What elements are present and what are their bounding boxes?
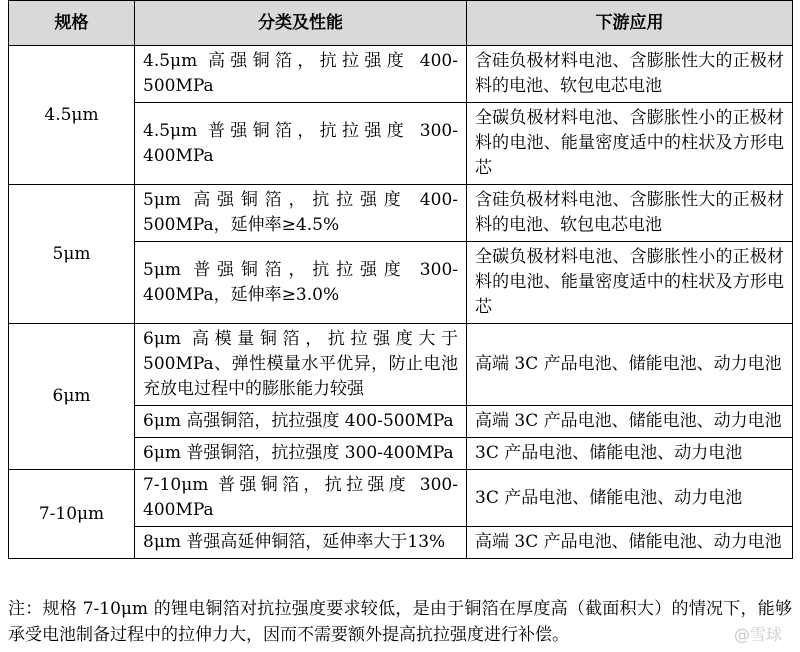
- category-cell: 7-10μm 普强铜箔，抗拉强度 300-400MPa: [135, 470, 467, 527]
- watermark: @雪球: [733, 625, 782, 644]
- spec-cell: 4.5μm: [9, 46, 135, 185]
- category-cell: 5μm 高强铜箔，抗拉强度 400-500MPa，延伸率≥4.5%: [135, 185, 467, 242]
- header-category-performance: 分类及性能: [135, 1, 467, 46]
- table-row: [9, 46, 793, 103]
- application-cell: 含硅负极材料电池、含膨胀性大的正极材料的电池、软包电芯电池: [467, 46, 793, 103]
- spec-table: [8, 0, 793, 559]
- application-cell: 高端 3C 产品电池、储能电池、动力电池: [467, 527, 793, 559]
- application-cell: 全碳负极材料电池、含膨胀性小的正极材料的电池、能量密度适中的柱状及方形电芯: [467, 103, 793, 185]
- category-cell: 4.5μm 普强铜箔，抗拉强度 300-400MPa: [135, 103, 467, 185]
- spec-cell: 7-10μm: [9, 470, 135, 559]
- table-footnote: 注：规格 7-10μm 的锂电铜箔对抗拉强度要求较低，是由于铜箔在厚度高（截面积大）的情况下，能够承受电池制备过程中的拉伸力大，因而不需要额外提高抗拉强度进行补偿。: [8, 599, 792, 645]
- application-cell: 全碳负极材料电池、含膨胀性小的正极材料的电池、能量密度适中的柱状及方形电芯: [467, 242, 793, 324]
- category-cell: 5μm 普强铜箔，抗拉强度 300-400MPa，延伸率≥3.0%: [135, 242, 467, 324]
- category-cell: 4.5μm 高强铜箔，抗拉强度 400-500MPa: [135, 46, 467, 103]
- application-cell: 含硅负极材料电池、含膨胀性大的正极材料的电池、软包电芯电池: [467, 185, 793, 242]
- table-row: [9, 324, 793, 406]
- application-cell: 3C 产品电池、储能电池、动力电池: [467, 470, 793, 527]
- category-cell: 6μm 普强铜箔，抗拉强度 300-400MPa: [135, 438, 467, 470]
- application-cell: 高端 3C 产品电池、储能电池、动力电池: [467, 406, 793, 438]
- application-cell: 3C 产品电池、储能电池、动力电池: [467, 438, 793, 470]
- application-cell: 高端 3C 产品电池、储能电池、动力电池: [467, 324, 793, 406]
- category-cell: 6μm 高模量铜箔，抗拉强度大于500MPa、弹性模量水平优异，防止电池充放电过程中的膨胀能力较强: [135, 324, 467, 406]
- table-row: [9, 470, 793, 527]
- category-cell: 6μm 高强铜箔，抗拉强度 400-500MPa: [135, 406, 467, 438]
- header-spec: 规格: [9, 1, 135, 46]
- header-downstream-application: 下游应用: [467, 1, 793, 46]
- category-cell: 8μm 普强高延伸铜箔，延伸率大于13%: [135, 527, 467, 559]
- spec-cell: 5μm: [9, 185, 135, 324]
- spec-cell: 6μm: [9, 324, 135, 470]
- table-row: [9, 185, 793, 242]
- header-row: [9, 1, 793, 46]
